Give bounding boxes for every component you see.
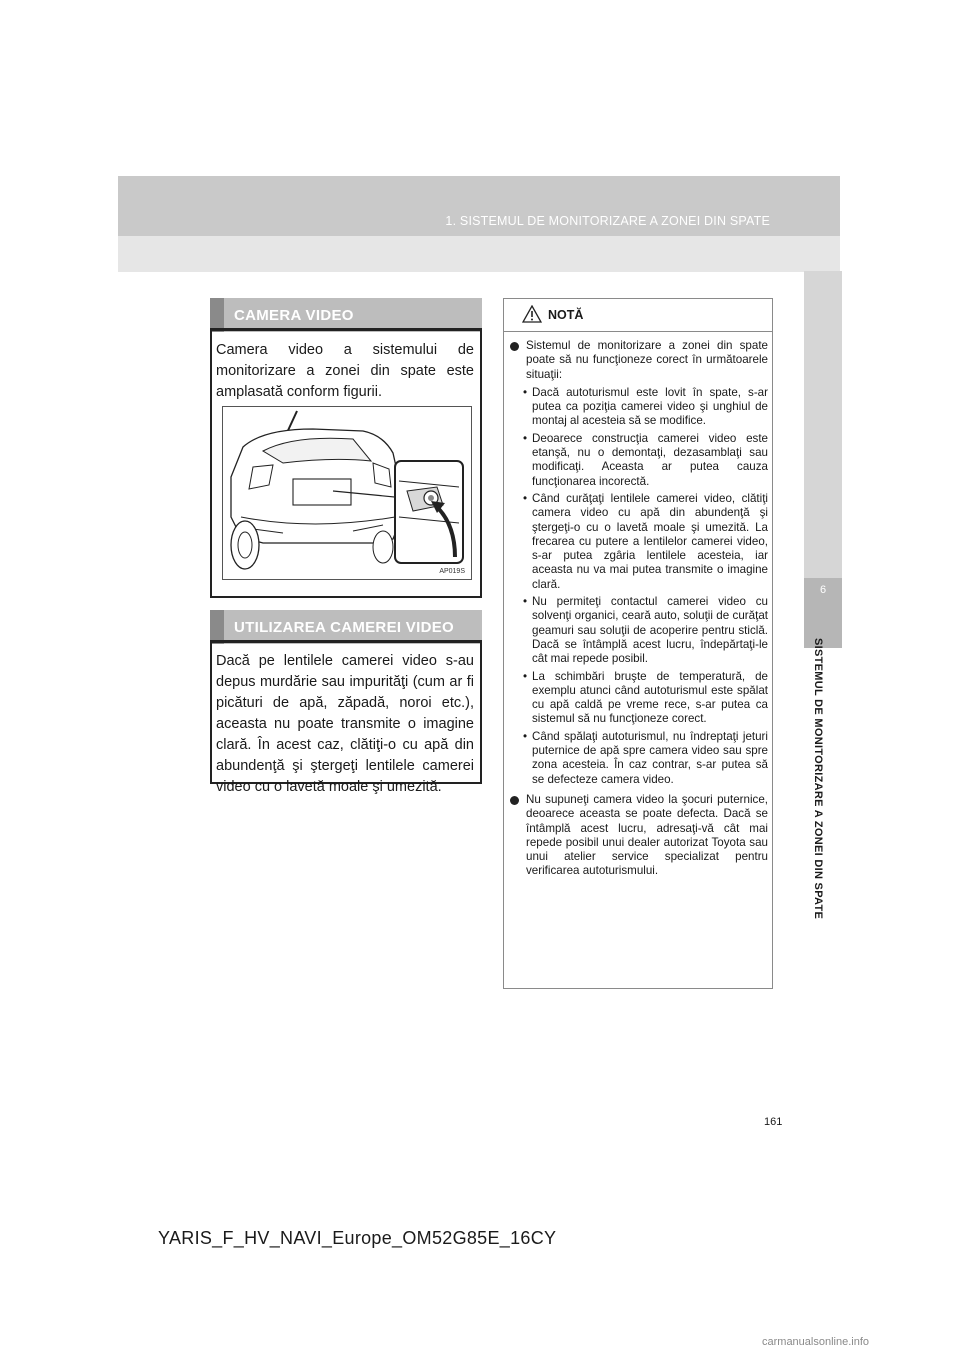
header-title: 1. SISTEMUL DE MONITORIZARE A ZONEI DIN SPATE	[445, 214, 770, 228]
usage-section-heading	[210, 610, 482, 644]
note-body	[510, 339, 768, 883]
camera-section-heading	[210, 298, 482, 332]
note-sub-text: Deoarece construcţia camerei video este etanşă, nu o demontaţi, dezasamblaţi sau modificaţi. Aceasta ar putea cauza funcţionarea incorectă.	[532, 431, 768, 488]
note-sub-item: • Când spălaţi autoturismul, nu îndreptaţi jeturi puternice de apă spre camera video sau spre zona acesteia. În caz contrar, s-ar putea să se defecteze camera video.	[523, 729, 768, 786]
note-sub-item: • Nu permiteţi contactul camerei video cu solvenţi organici, ceară auto, soluţii de curăţat geamuri sau soluţii de acoperire pentru sticlă. Dacă se întâmplă acest lucru, îndepărtaţi-le cât mai repede posibil.	[523, 595, 768, 666]
note-box	[503, 298, 773, 989]
watermark: carmanualsonline.info	[762, 1336, 870, 1348]
chapter-label-text: SISTEMUL DE MONITORIZARE A ZONEI DIN SPATE	[812, 638, 824, 920]
note-bullet-text: Nu supuneţi camera video la şocuri puternice, deoarece aceasta se poate defecta. Dacă se întâmplă acest lucru, adresaţi-vă cât mai repede posibil unui dealer autorizat Toyota sau unui atelier service specializat pentru verificarea autoturismului.	[526, 792, 768, 878]
bullet-icon	[510, 796, 519, 805]
header-bar	[118, 176, 840, 236]
camera-location-figure	[222, 406, 472, 580]
note-bullet	[510, 793, 768, 879]
note-bullet	[510, 339, 768, 382]
usage-description: Dacă pe lentilele camerei video s-au depus murdărie sau impurităţi (cum ar fi picături de apă, zăpadă, noroi etc.), aceasta nu poate transmite o imagine clară. În acest caz, clătiţi-o cu apă din abundenţă şi ştergeţi lentilele camerei video cu o lavetă moale şi umezită.	[216, 653, 474, 795]
usage-heading-text: UTILIZAREA CAMEREI VIDEO	[234, 619, 454, 636]
camera-description: Camera video a sistemului de monitorizare a zonei din spate este amplasată conform figurii.	[216, 342, 474, 400]
warning-icon	[522, 305, 542, 323]
note-sub-text: Când spălaţi autoturismul, nu îndreptaţi jeturi puternice de apă spre camera video sau spre zona acesteia. În caz contrar, s-ar putea să se defecteze camera video.	[532, 729, 768, 786]
car-rear-illustration	[223, 407, 471, 579]
figure-code: AP019S	[439, 568, 465, 575]
note-title: NOTĂ	[548, 308, 584, 322]
page-number: 161	[764, 1116, 783, 1128]
note-sub-text: Când curăţaţi lentilele camerei video, clătiţi camera video cu apă din abundenţă şi ştergeţi-o cu o lavetă moale şi umezită. La frecarea cu putere a lentilelor camerei video, s-ar putea zgâria lentilele acesteia, iar aceasta nu va mai putea transmite o imagine clară.	[532, 491, 768, 591]
note-bullet-text: Sistemul de monitorizare a zonei din spate poate să nu funcţioneze corect în următoarele situaţii:	[526, 339, 768, 381]
note-sub-item: • Când curăţaţi lentilele camerei video, clătiţi camera video cu apă din abundenţă şi ştergeţi-o cu o lavetă moale şi umezită. La frecarea cu putere a lentilelor camerei video, s-ar putea zgâria lentilele acesteia, iar aceasta nu va mai putea transmite o imagine clară.	[523, 491, 768, 591]
note-sub-item: • La schimbări bruşte de temperatură, de exemplu atunci când autoturismul este spălat cu apă caldă pe vreme rece, s-ar putea ca sistemul să nu funcţioneze corect.	[523, 669, 768, 726]
note-sub-text: Dacă autoturismul este lovit în spate, s-ar putea ca poziţia camerei video şi unghiul de montaj al acesteia să se modifice.	[532, 385, 768, 428]
note-header	[504, 299, 772, 332]
note-sub-text: Nu permiteţi contactul camerei video cu solvenţi organici, ceară auto, soluţii de curăţat geamuri sau soluţii de acoperire pentru sticlă. Dacă se întâmplă acest lucru, îndepărtaţi-le cât mai repede posibil.	[532, 595, 768, 666]
chapter-number: 6	[819, 584, 827, 596]
note-sub-text: La schimbări bruşte de temperatură, de exemplu atunci când autoturismul este spălat cu apă caldă pe vreme rece, s-ar putea ca sistemul să nu funcţioneze corect.	[532, 669, 768, 726]
chapter-tab	[804, 271, 842, 581]
bullet-icon	[510, 342, 519, 351]
note-sub-item: • Dacă autoturismul este lovit în spate, s-ar putea ca poziţia camerei video şi unghiul de montaj al acesteia să se modifice.	[523, 385, 768, 428]
heading-accent	[210, 610, 224, 644]
document-code: YARIS_F_HV_NAVI_Europe_OM52G85E_16CY	[158, 1228, 557, 1248]
heading-accent	[210, 298, 224, 332]
note-sub-item: • Deoarece construcţia camerei video este etanşă, nu o demontaţi, dezasamblaţi sau modificaţi. Aceasta ar putea cauza funcţionarea incorectă.	[523, 431, 768, 488]
camera-heading-text: CAMERA VIDEO	[234, 307, 354, 324]
chapter-label	[812, 638, 830, 958]
